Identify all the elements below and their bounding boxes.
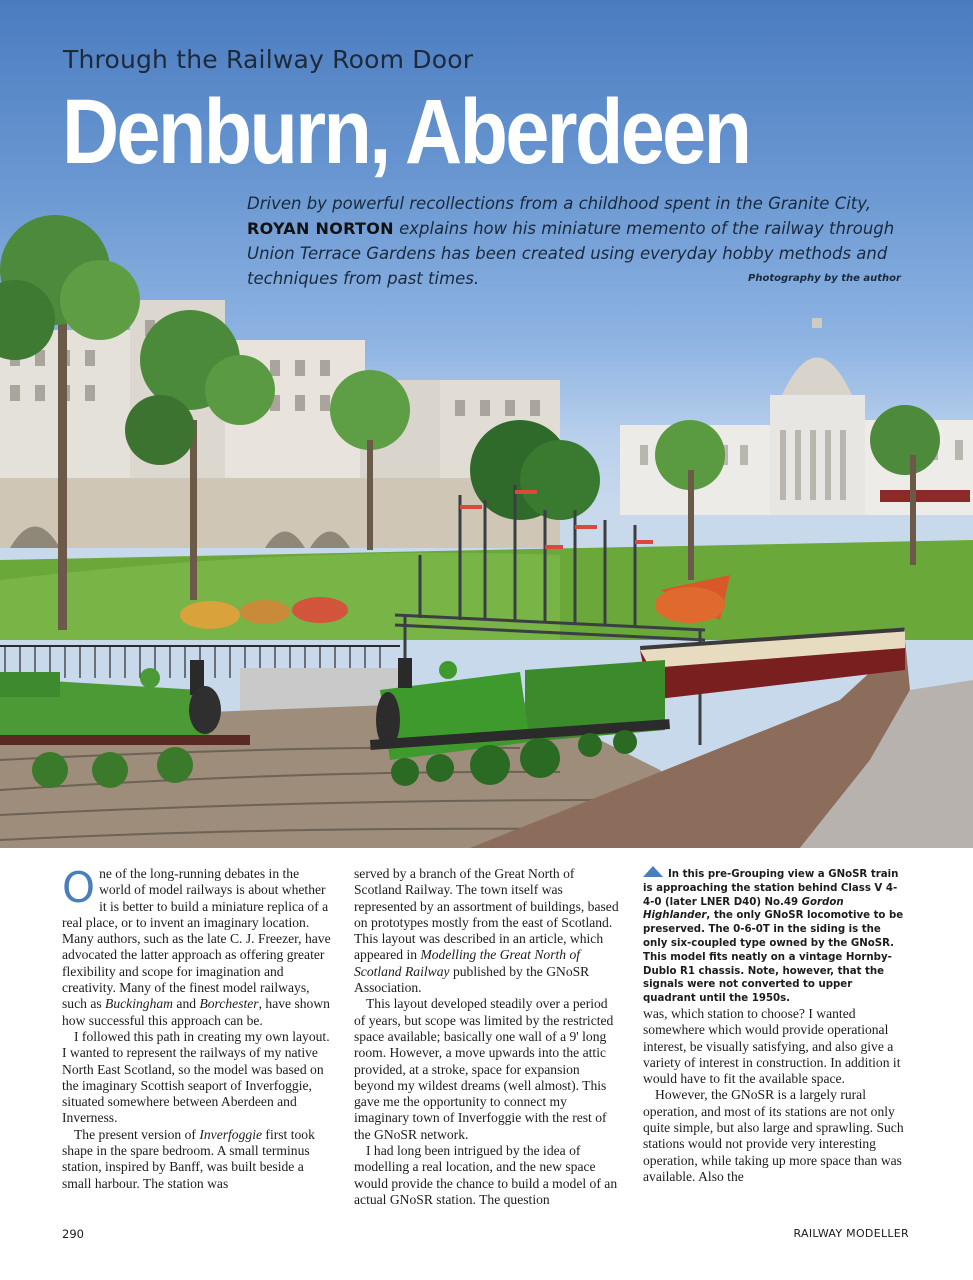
paragraph-text: , have shown how successful this approach can be. (62, 996, 330, 1028)
caption-text: In this pre-Grouping view a GNoSR train is approaching the station behind Class V 4-4-0 (later LNER D40) No.49 (643, 869, 899, 908)
photo-credit: Photography by the author (748, 273, 901, 284)
paragraph-text: served by a branch of the Great North of Scotland Railway. The town itself was represented by an assortment of buildings, based on prototypes mostly from the east of Scotland. This layout was described in an article, which appeared in (354, 866, 619, 963)
paragraph: was, which station to choose? I wanted somewhere which would provide operational interest, be visually satisfying, and also give a variety of interest in construction. In addition it would have to fit the available space. (643, 1005, 901, 1087)
paragraph: This layout developed steadily over a period of years, but scope was limited by the restricted space available; basically one wall of a 9' long room. However, a move upwards into the attic provided, at a stroke, space for expansion beyond my wildest dreams (well almost). This gave me the opportunity to connect my imaginary town of Inverfoggie with the rest of the GNoSR network. (354, 996, 614, 1142)
layout-name-italic: Buckingham (105, 996, 173, 1012)
paragraph-text: first took shape in the spare bedroom. A small terminus station, inspired by Banff, was built beside a small harbour. The station was (62, 1126, 315, 1191)
drop-cap: O (62, 863, 96, 912)
loco-name-italic: Gordon Highlander (643, 896, 844, 922)
article-title: Denburn, Aberdeen (62, 81, 750, 183)
layout-name-italic: Inverfoggie (199, 1126, 263, 1142)
paragraph-text: and (176, 996, 197, 1012)
author-name: ROYAN NORTON (247, 219, 394, 238)
caption-text: , the only GNoSR locomotive to be preserved. The 0-6-0T in the siding is the only six-coupled type owned by the GNoSR. This model fits neatly on a vintage Hornby-Dublo R1 chassis. Note, however, that the signals were not converted to upper quadrant until the 1950s. (643, 910, 904, 1005)
paragraph: I followed this path in creating my own layout. I wanted to represent the railways of my native North East Scotland, so the model was based on the imaginary Scottish seaport of Inverfoggie, situated somewhere between Aberdeen and Inverness. (62, 1028, 330, 1126)
caption-pointer-up-icon (643, 866, 663, 877)
paragraph (62, 1127, 332, 1192)
standfirst-text-cont: explains how his miniature memento of the railway through Union Terrace Gardens has been created using everyday hobby methods and techniques from past times. (247, 219, 895, 288)
paragraph-text: The present version of (74, 1126, 196, 1142)
paragraph (62, 863, 332, 1029)
body-column-3 (643, 866, 908, 1185)
page-number: 290 (62, 1227, 84, 1241)
paragraph: However, the GNoSR is a largely rural operation, and most of its stations are not only quite simple, but also large and sprawling. Such stations would not provide very interesting operation, while taking up more space than was available. Also the (643, 1087, 904, 1184)
paragraph-text: ne of the long-running debates in the world of model railways is about whether it is better to build a miniature replica of a real place, or to invent an imaginary location. Many authors, such as the late C. J. Freezer, have advocated the latter approach as offering greater flexibility and scope for imagination and creativity. Many of the finest model railways, such as (62, 866, 331, 1012)
standfirst-text: Driven by powerful recollections from a childhood spent in the Granite City, (247, 194, 872, 213)
magazine-name: RAILWAY MODELLER (793, 1227, 909, 1240)
paragraph-text: published by the GNoSR Association. (354, 963, 590, 996)
publication-title-italic: Modelling the Great North of Scotland Railway (354, 947, 581, 979)
photo-caption (643, 866, 908, 1006)
body-column-2 (354, 866, 619, 1208)
layout-name-italic: Borchester (199, 996, 259, 1012)
paragraph: I had long been intrigued by the idea of modelling a real location, and the new space would provide the chance to build a model of an actual GNoSR station. The question (354, 1143, 618, 1207)
body-column-1 (62, 863, 332, 1192)
section-kicker: Through the Railway Room Door (63, 45, 474, 74)
paragraph (354, 866, 619, 996)
